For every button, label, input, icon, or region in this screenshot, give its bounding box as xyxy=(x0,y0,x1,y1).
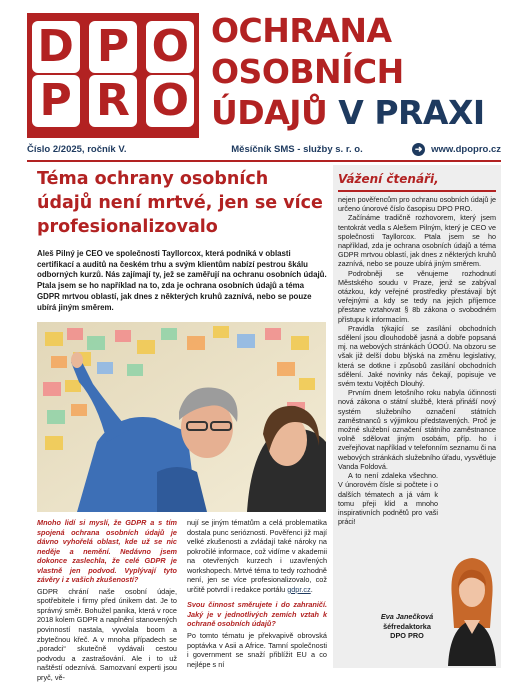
logo-letter: O xyxy=(146,21,194,73)
portrait-illustration xyxy=(444,548,499,666)
website-link[interactable]: www.dpopro.cz xyxy=(431,143,501,155)
interview-answer-1-cont xyxy=(187,518,327,594)
interview-question-2: Svou činnost směrujete i do zahraničí. Jaký je v jednotlivých zemích vztah k ochraně osobních údajů? xyxy=(187,600,327,629)
gdpr-link[interactable]: gdpr.cz xyxy=(287,584,311,594)
editorial-paragraph: Podrobněji se věnujeme rozhodnutí Městského soudu v Praze, jenž se zabýval otázkou, kdy veřejné prostředky přestávají být veřejnými a kdy se tedy na jejich příjemce přestane vztahovat § 8b zákona o svobodném přístupu k informacím. xyxy=(338,268,496,324)
editor-magazine: DPO PRO xyxy=(390,631,424,640)
interview-answer-1: GDPR chrání naše osobní údaje, spotřebitele i firmy před únikem dat. Je to správný směr. Bohužel panika, která v roce 2018 kolem GDPR a naplnění stanovených povinností nastala, vyvolala boom a zbytečnou křeč. A v mnoha případech se „poradci“ skutečně vydávali cestou podvodu a zastrašování. Ale i to už naštěstí odeznívá. Samozvaní experti jsou pryč, vě- xyxy=(37,586,177,682)
editorial-paragraph: nejen pověřencům pro ochranu osobních údajů je určeno únorové číslo časopisu DPO PRO. xyxy=(338,195,496,214)
logo-letter: O xyxy=(146,75,194,127)
logo-letter: D xyxy=(32,21,80,73)
masthead-line-3a: ÚDAJŮ xyxy=(211,93,339,132)
editor-name: Eva Janečková xyxy=(380,612,434,621)
editorial-paragraph: Začínáme tradičně rozhovorem, který jsem tentokrát vedla s Alešem Pilným, který je CEO ve společnosti Tayllorcox. Ptala jsem se ho například, zda je ochrana osobních údajů a téma GDPR mrtvou oblastí, jak dnes z některých kruhů zaznívá, nebo se pouze ubírá jiným směrem. xyxy=(338,213,496,269)
article-title: Téma ochrany osobních údajů není mrtvé, jen se více profesionalizovalo xyxy=(37,169,323,237)
website-block[interactable] xyxy=(381,143,501,156)
masthead-line-3b: V PRAXI xyxy=(338,93,485,132)
publisher: Měsíčník SMS - služby s. r. o. xyxy=(231,143,363,155)
interview-answer-2: Po tomto tématu je překvapivě obrovská poptávka v Asii a Africe. Tamní společnosti i government se snaží přiblížit EU a co nejlépe s ní xyxy=(187,631,327,669)
masthead xyxy=(211,10,501,133)
editorial-paragraph: A to není zdaleka všechno. V únorovém čísle si počtete i o dalších tématech a já vám k tomu přeji klid a mnoho inspirativních podnětů pro vaši práci! xyxy=(338,471,438,527)
editorial-text xyxy=(338,195,496,526)
editorial-paragraph: Prvním dnem letošního roku nabyla účinnosti nová zákona o státní službě, která přináší nový systém služebního označení státních zaměstnanců s výjimkou představených. Proč je možné služební označení státního zaměstnance volně sdělovat jiným osobám, příp. ho i zveřejňovat například v telefonním seznamu či na webových stránkách služebního úřadu, vysvětluje Vanda Foldová. xyxy=(338,388,496,471)
header-divider xyxy=(27,160,501,162)
logo-row-bottom xyxy=(27,75,199,127)
photo-illustration xyxy=(37,322,326,512)
issue-bar xyxy=(27,140,501,158)
editor-signature xyxy=(362,612,452,641)
logo-letter: R xyxy=(89,75,137,127)
editorial-divider xyxy=(338,190,496,192)
editorial-title: Vážení čtenáři, xyxy=(338,172,439,186)
logo-letter: P xyxy=(89,21,137,73)
answer-text-end: . xyxy=(310,584,313,594)
masthead-line-3 xyxy=(211,92,501,133)
article-lead: Aleš Pilný je CEO ve společnosti Tayllorcox, která podniká v oblasti certifikací a auditů na českém trhu a svým klientům nabízí pestrou škálu odborných kurzů. Nás zajímají ty, jež se zaměřují na ochranu osobních údajů. Ptala jsem se ho například na to, zda je ochrana osobních údajů a téma GDPR mrtvou oblastí, jak dnes z některých kruhů zaznívá, nebo se pouze ubírá jiným směrem. xyxy=(37,249,327,312)
dpo-pro-logo xyxy=(27,13,199,138)
article-column-1 xyxy=(37,518,177,684)
masthead-line-2: OSOBNÍCH xyxy=(211,52,404,91)
editorial-paragraph: Pravidla týkající se zasílání obchodních sdělení jsou dlouhodobě jasná a dobře popsaná mj. na webových stránkách ÚOOÚ. Na obzoru se však již delší dobu blýská na změnu legislativy, která se dotkne i způsobů zasílání obchodních sdělení. Jaké novinky nás čekají, popisuje ve svém textu Vojtěch Dlouhý. xyxy=(338,323,496,389)
logo-letter: P xyxy=(32,75,80,127)
editor-role: šéfredaktorka xyxy=(383,621,431,631)
arrow-right-icon: ➜ xyxy=(412,143,425,156)
masthead-line-1: OCHRANA xyxy=(211,11,392,50)
article-photo xyxy=(37,322,326,512)
issue-number: Číslo 2/2025, ročník V. xyxy=(27,143,127,155)
interview-question-1: Mnoho lidí si myslí, že GDPR a s tím spojená ochrana osobních údajů je dávno vyhořelá oblast, kde už se nic neděje a nemění. Nedávno jsem dokonce zaslechla, že celé GDPR je vlastně jen podvod. Vyplývají tyto závěry i z vašich zkušeností? xyxy=(37,518,177,585)
editor-portrait xyxy=(444,548,499,666)
answer-text: nují se jiným tématům a celá problematika dostala punc serióznosti. Pověřenci již mají velké zkušenosti a zvládají také nároky na pokročilé informace, což vidíme v akademii na otevřených kurzech i uzavřených workshopech. Mrtvé téma to tedy rozhodně není, jen se více profesionalizovalo, což určitě potvrdí i redakce portálu xyxy=(187,518,327,594)
logo-row-top xyxy=(27,21,199,73)
article-column-2 xyxy=(187,518,327,671)
